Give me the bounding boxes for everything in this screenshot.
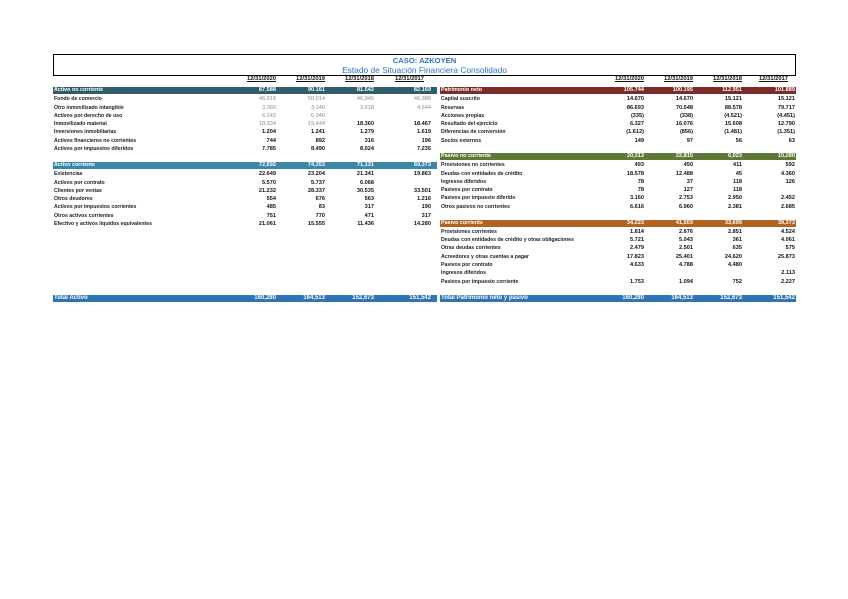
line-item-label: Otros activos corrientes: [54, 212, 114, 219]
line-item-value-2019: 892: [315, 137, 325, 144]
line-item-row: [440, 203, 796, 211]
pasivo-corriente-value-2019: 41,503: [675, 219, 693, 226]
line-item-value-2020: 18,334: [258, 121, 276, 128]
line-item-value-2018: 30.535: [356, 187, 374, 194]
line-item-value-2020: 744: [266, 137, 276, 144]
line-item-value-2020: 751: [266, 212, 276, 219]
line-item-label: Pasivos por contrato: [441, 187, 493, 194]
line-item-value-2019: 12.488: [675, 170, 693, 177]
line-item-row: [53, 195, 437, 203]
line-item-value-2017: 592: [785, 162, 795, 169]
pasivo-no-corriente-value-2018: 6,023: [728, 153, 742, 159]
line-item-row: [440, 253, 796, 261]
line-item-value-2018: 24.620: [724, 253, 742, 260]
line-item-row: [53, 220, 437, 228]
line-item-value-2019: 676: [315, 196, 325, 203]
line-item-value-2020: 554: [266, 196, 276, 203]
line-item-value-2020: 17.823: [626, 253, 644, 260]
line-item-label: Efectivo y activos líquidos equivalentes: [54, 221, 153, 228]
year-header-2017: 12/31/2017: [758, 75, 788, 82]
line-item-value-2018: 411: [732, 162, 742, 169]
line-item-label: Capital suscrito: [441, 96, 480, 103]
section-total-patrimonio-neto-y-pasivo: [440, 295, 796, 304]
line-item-value-2017: 2.113: [781, 270, 795, 277]
line-item-value-2019: 14.670: [675, 96, 693, 103]
line-item-value-2019: 770: [315, 212, 325, 219]
line-item-value-2017: 1.216: [417, 196, 431, 203]
total-patrimonio-neto-y-pasivo-value-2019: 164,513: [671, 294, 693, 301]
line-item-value-2020: 6,243: [262, 112, 276, 119]
line-item-label: Activos por derecho de uso: [54, 112, 123, 119]
total-activo-label: Total Activo: [54, 294, 88, 301]
line-item-value-2020: 18.578: [626, 170, 644, 177]
line-item-value-2017: (1.351): [777, 129, 795, 136]
report-title: CASO: AZKOYEN: [392, 55, 457, 65]
line-item-value-2017: 2.227: [781, 278, 795, 285]
line-item-value-2019: 450: [683, 162, 693, 169]
section-activo-no-corriente: [53, 87, 437, 153]
activo-corriente-value-2020: 72,692: [258, 162, 276, 168]
line-item-row: [53, 95, 437, 103]
line-item-value-2020: 493: [634, 162, 644, 169]
line-item-row: [440, 186, 796, 194]
line-item-value-2019: 50,014: [307, 96, 325, 103]
patrimonio-neto-value-2019: 100.195: [672, 87, 693, 93]
line-item-label: Acciones propias: [441, 112, 485, 119]
line-item-label: Provisiones corrientes: [441, 228, 497, 235]
line-item-value-2020: 485: [266, 204, 276, 211]
title-box: [53, 54, 796, 76]
line-item-value-2017: 126: [785, 178, 795, 185]
line-item-value-2020: 1.204: [262, 129, 276, 136]
activo-corriente-header-row: [53, 162, 437, 169]
line-item-value-2017: 79.717: [777, 104, 795, 111]
line-item-label: Ingresos diferidos: [441, 270, 486, 277]
pasivo-no-corriente-value-2017: 10,280: [777, 153, 795, 159]
line-item-value-2017: [374, 179, 431, 187]
line-item-value-2019: [644, 269, 693, 277]
activo-corriente-value-2017: 69,373: [413, 162, 431, 168]
activo-no-corriente-label: Activo no corriente: [54, 87, 104, 93]
activo-no-corriente-value-2019: 90.161: [307, 87, 325, 93]
line-item-value-2019: 5.043: [679, 237, 693, 244]
line-item-value-2018: 471: [364, 212, 374, 219]
line-item-value-2017: 2.685: [781, 203, 795, 210]
line-item-label: Acreedores y otras cuentas a pagar: [441, 253, 529, 260]
total-patrimonio-neto-y-pasivo-value-2020: 160,280: [622, 294, 644, 301]
line-item-value-2018: (1.481): [724, 129, 742, 136]
line-item-label: Inmovilizado material: [54, 121, 107, 128]
activo-corriente-value-2018: 71,131: [356, 162, 374, 168]
pasivo-no-corriente-header-row: [440, 153, 796, 160]
line-item-value-2020: 3.160: [630, 195, 644, 202]
line-item-value-2017: 4.360: [781, 170, 795, 177]
section-total-activo: [53, 295, 437, 304]
line-item-label: Fondo de comercio: [54, 96, 102, 103]
patrimonio-neto-value-2017: 101.889: [774, 87, 795, 93]
line-item-value-2018: 88.578: [724, 104, 742, 111]
line-item-value-2018: 752: [732, 278, 742, 285]
line-item-value-2020: 86.693: [626, 104, 644, 111]
year-header-row: [440, 76, 796, 83]
line-item-row: [440, 236, 796, 244]
line-item-value-2019: 5.737: [311, 179, 325, 186]
line-item-value-2017: 63: [788, 137, 795, 144]
patrimonio-neto-label: Patrimonio neto: [441, 87, 483, 93]
line-item-value-2017: 2.452: [781, 195, 795, 202]
line-item-value-2019: 28.337: [307, 187, 325, 194]
total-activo-header-row: [53, 295, 437, 303]
line-item-value-2018: 15.121: [724, 96, 742, 103]
total-activo-value-2018: 152,673: [352, 294, 374, 301]
line-item-row: [440, 137, 796, 145]
total-patrimonio-neto-y-pasivo-value-2017: 151,542: [773, 294, 795, 301]
line-item-value-2020: 22.649: [258, 171, 276, 178]
line-item-label: Socios externos: [441, 137, 482, 144]
line-item-value-2017: (4.451): [777, 112, 795, 119]
year-header-row: [53, 76, 437, 83]
line-item-value-2018: 2.381: [728, 203, 742, 210]
line-item-label: Deudas con entidades de crédito y otras obligaciones: [441, 237, 574, 244]
line-item-value-2020: 1.753: [630, 278, 644, 285]
line-item-value-2020: 3,360: [262, 104, 276, 111]
total-activo-value-2017: 151,542: [409, 294, 431, 301]
line-item-value-2019: 3,140: [311, 104, 325, 111]
line-item-value-2018: 6.068: [360, 179, 374, 186]
line-item-label: Activos por impuestos corrientes: [54, 204, 137, 211]
line-item-value-2018: [693, 269, 742, 277]
line-item-value-2020: 78: [637, 178, 644, 185]
year-header-2017: 12/31/2017: [394, 75, 424, 82]
line-item-value-2019: 83: [318, 204, 325, 211]
line-item-value-2019: 127: [683, 187, 693, 194]
line-item-value-2019: 6.960: [679, 203, 693, 210]
line-item-value-2020: 78: [637, 187, 644, 194]
line-item-value-2017: [374, 112, 431, 120]
line-item-row: [440, 128, 796, 136]
line-item-value-2017: 46,988: [413, 96, 431, 103]
line-item-row: [440, 95, 796, 103]
year-header-2019: 12/31/2019: [295, 75, 325, 82]
line-item-row: [440, 278, 796, 286]
line-item-label: Resultado del ejercicio: [441, 121, 498, 128]
line-item-value-2018: 8.024: [360, 146, 374, 153]
year-header-spacer: [440, 76, 595, 83]
liability-year-headers: [440, 76, 796, 83]
line-item-value-2019: 2.753: [679, 195, 693, 202]
line-item-value-2019: (856): [679, 129, 693, 136]
line-item-label: Reservas: [441, 104, 465, 111]
line-item-row: [53, 137, 437, 145]
line-item-label: Activos financieros no corrientes: [54, 137, 137, 144]
line-item-label: Activos por impuestos diferidos: [54, 146, 134, 153]
line-item-row: [53, 120, 437, 128]
line-item-row: [53, 187, 437, 195]
line-item-value-2018: 635: [732, 245, 742, 252]
line-item-value-2020: 5.570: [262, 179, 276, 186]
line-item-row: [440, 244, 796, 252]
line-item-value-2020: (335): [630, 112, 644, 119]
activo-corriente-value-2019: 74,353: [307, 162, 325, 168]
line-item-row: [440, 178, 796, 186]
line-item-label: Activos por contrato: [54, 179, 105, 186]
line-item-value-2019: 2.676: [679, 228, 693, 235]
line-item-value-2020: 46,918: [258, 96, 276, 103]
line-item-value-2018: 316: [364, 137, 374, 144]
patrimonio-neto-value-2018: 112.951: [722, 87, 742, 93]
line-item-label: Inversiones inmobiliarias: [54, 129, 117, 136]
year-header-2020: 12/31/2020: [614, 75, 644, 82]
line-item-row: [440, 261, 796, 269]
line-item-row: [53, 212, 437, 220]
line-item-value-2019: 70.548: [675, 104, 693, 111]
section-activo-corriente: [53, 162, 437, 228]
line-item-value-2018: 45: [735, 170, 742, 177]
line-item-row: [440, 170, 796, 178]
line-item-value-2019: 6,940: [311, 112, 325, 119]
year-header-spacer: [53, 76, 228, 83]
line-item-row: [53, 104, 437, 112]
line-item-value-2018: 21.341: [356, 171, 374, 178]
pasivo-corriente-value-2020: 34,223: [626, 219, 644, 226]
line-item-value-2018: (4.521): [724, 112, 742, 119]
line-item-value-2018: 11.436: [357, 221, 374, 228]
line-item-value-2020: 14.670: [626, 96, 644, 103]
line-item-value-2017: 317: [421, 212, 431, 219]
line-item-row: [440, 120, 796, 128]
activo-no-corriente-header-row: [53, 87, 437, 94]
line-item-label: Ingresos diferidos: [441, 178, 486, 185]
line-item-value-2018: 2.851: [728, 228, 742, 235]
line-item-value-2020: 4.633: [630, 261, 644, 268]
line-item-value-2017: 14.280: [413, 221, 431, 228]
line-item-value-2017: 575: [785, 245, 795, 252]
line-item-value-2020: 1.814: [630, 228, 644, 235]
line-item-value-2018: 3,618: [360, 104, 374, 111]
line-item-label: Pasivos por impuesto diferido: [441, 195, 516, 202]
total-patrimonio-neto-y-pasivo-value-2018: 152,673: [720, 294, 742, 301]
line-item-value-2018: 118: [732, 178, 742, 185]
activo-no-corriente-value-2017: 82.169: [413, 87, 431, 93]
line-item-row: [53, 145, 437, 153]
line-item-value-2017: [742, 261, 795, 269]
line-item-value-2018: 1.279: [360, 129, 374, 136]
line-item-value-2017: 25.873: [777, 253, 795, 260]
line-item-value-2020: 2.479: [630, 245, 644, 252]
line-item-value-2017: 4.061: [781, 237, 795, 244]
activo-corriente-label: Activo corriente: [54, 162, 96, 168]
line-item-value-2019: 16.076: [675, 121, 693, 128]
line-item-value-2017: 4.524: [781, 228, 795, 235]
line-item-label: Otro inmovilizado intangible: [54, 104, 124, 111]
year-header-2020: 12/31/2020: [246, 75, 276, 82]
line-item-value-2017: 19.863: [413, 171, 431, 178]
report-subtitle: Estado de Situación Financiera Consolidado: [342, 64, 507, 75]
line-item-value-2020: [595, 269, 644, 277]
line-item-value-2020: 21.232: [258, 187, 276, 194]
line-item-value-2020: 6.616: [630, 203, 644, 210]
line-item-value-2018: [325, 112, 374, 120]
line-item-row: [53, 128, 437, 136]
line-item-value-2019: 1.241: [311, 129, 325, 136]
line-item-row: [440, 112, 796, 120]
line-item-value-2020: 7.785: [262, 146, 276, 153]
line-item-value-2020: (1.612): [626, 129, 644, 136]
line-item-value-2020: 149: [634, 137, 644, 144]
line-item-value-2018: 361: [732, 237, 742, 244]
line-item-value-2017: [742, 186, 795, 194]
line-item-value-2017: 4,644: [417, 104, 431, 111]
line-item-value-2018: 56: [735, 137, 742, 144]
line-item-label: Otros deudores: [54, 196, 93, 203]
line-item-value-2019: 97: [686, 137, 693, 144]
patrimonio-neto-value-2020: 105.744: [623, 87, 644, 93]
pasivo-corriente-header-row: [440, 220, 796, 227]
line-item-value-2020: 6.327: [630, 121, 644, 128]
line-item-row: [440, 104, 796, 112]
line-item-value-2018: 317: [364, 204, 374, 211]
line-item-row: [53, 112, 437, 120]
pasivo-no-corriente-value-2019: 22,815: [675, 153, 693, 159]
section-patrimonio-neto: [440, 87, 796, 145]
line-item-row: [440, 228, 796, 236]
activo-no-corriente-value-2018: 81.542: [356, 87, 374, 93]
line-item-value-2019: 23.204: [307, 171, 325, 178]
line-item-label: Deudas con entidades de crédito: [441, 170, 523, 177]
section-pasivo-corriente: [440, 220, 796, 286]
total-activo-value-2019: 164,513: [303, 294, 325, 301]
pasivo-no-corriente-value-2020: 20,313: [626, 153, 644, 159]
line-item-value-2019: 1.094: [679, 278, 693, 285]
line-item-label: Pasivos por contrato: [441, 261, 493, 268]
pasivo-corriente-value-2018: 33,699: [724, 219, 742, 226]
line-item-value-2018: 4.480: [728, 261, 742, 268]
activo-no-corriente-value-2020: 87.588: [258, 87, 276, 93]
year-header-2018: 12/31/2018: [344, 75, 374, 82]
asset-year-headers: [53, 76, 437, 83]
line-item-value-2018: 2.950: [728, 195, 742, 202]
total-patrimonio-neto-y-pasivo-label: Total Patrimonio neto y pasivo: [441, 294, 528, 301]
line-item-value-2017: 18.467: [413, 121, 431, 128]
line-item-value-2019: (338): [679, 112, 693, 119]
line-item-value-2018: 18.360: [356, 121, 374, 128]
year-header-2019: 12/31/2019: [663, 75, 693, 82]
line-item-row: [440, 269, 796, 277]
line-item-value-2017: 15.121: [777, 96, 795, 103]
line-item-value-2019: 2.501: [679, 245, 693, 252]
pasivo-corriente-label: Pasivo corriente: [441, 219, 483, 226]
pasivo-no-corriente-label: Pasivo no corriente: [441, 153, 492, 159]
line-item-label: Otros pasivos no corrientes: [441, 203, 510, 210]
line-item-row: [53, 179, 437, 187]
line-item-value-2018: 118: [732, 187, 742, 194]
line-item-value-2019: 19,444: [307, 121, 325, 128]
line-item-value-2019: 37: [686, 178, 693, 185]
line-item-value-2019: 25.401: [675, 253, 693, 260]
line-item-value-2018: 15.608: [724, 121, 742, 128]
line-item-row: [440, 161, 796, 169]
line-item-value-2017: 190: [421, 204, 431, 211]
line-item-value-2020: 5.721: [630, 237, 644, 244]
line-item-label: Pasivos por impuesto corriente: [441, 278, 519, 285]
line-item-value-2017: 196: [421, 137, 431, 144]
total-activo-value-2020: 160,280: [254, 294, 276, 301]
line-item-value-2018: 563: [364, 196, 374, 203]
section-pasivo-no-corriente: [440, 153, 796, 211]
patrimonio-neto-header-row: [440, 87, 796, 94]
line-item-label: Provisiones no corrientes: [441, 162, 505, 169]
line-item-row: [53, 203, 437, 211]
year-header-2018: 12/31/2018: [712, 75, 742, 82]
line-item-value-2019: 4.788: [679, 261, 693, 268]
pasivo-corriente-value-2017: 39,373: [777, 219, 795, 226]
line-item-label: Diferencias de conversión: [441, 129, 506, 136]
line-item-value-2017: 33.501: [413, 187, 431, 194]
line-item-label: Otras deudas corrientes: [441, 245, 501, 252]
line-item-row: [440, 194, 796, 202]
line-item-label: Existencias: [54, 171, 83, 178]
total-patrimonio-neto-y-pasivo-header-row: [440, 295, 796, 303]
line-item-row: [53, 170, 437, 178]
line-item-value-2019: 15.555: [307, 221, 325, 228]
line-item-value-2020: 21.061: [258, 221, 276, 228]
line-item-value-2017: 1.619: [417, 129, 431, 136]
line-item-label: Clientes por ventas: [54, 187, 102, 194]
line-item-value-2019: 8.490: [311, 146, 325, 153]
line-item-value-2017: 12.790: [777, 121, 795, 128]
line-item-value-2018: 46,945: [356, 96, 374, 103]
line-item-value-2017: 7.235: [417, 146, 431, 153]
